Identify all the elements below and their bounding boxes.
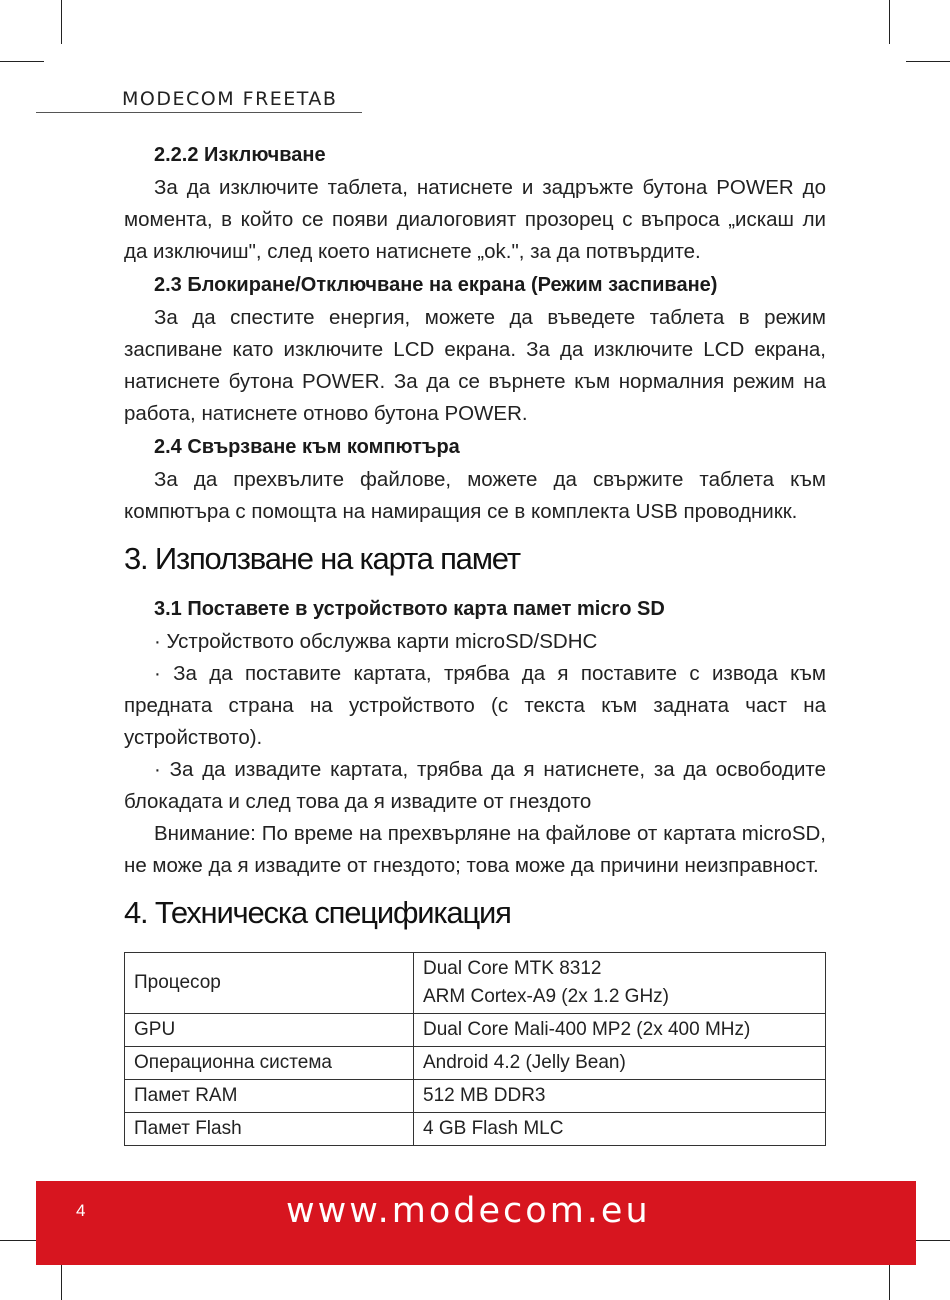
crop-mark xyxy=(906,61,950,62)
paragraph: За да прехвълите файлове, можете да свържите таблета към компютъра с помощта на намиращия се в комплекта USB проводникк. xyxy=(124,468,826,523)
bullet-paragraph: · За да поставите картата, трябва да я поставите с извода към предната страна на устройството (с текста към задната част на устройството). xyxy=(124,662,826,749)
spec-value: 4 GB Flash MLC xyxy=(414,1113,826,1146)
running-header: MODECOM FREETAB xyxy=(122,88,338,110)
footer-band xyxy=(36,1181,916,1265)
page-number: 4 xyxy=(76,1201,86,1220)
table-row xyxy=(125,953,826,1014)
section-heading: 2.3 Блокиране/Отключване на екрана (Режим заспиване) xyxy=(154,274,718,296)
crop-mark xyxy=(0,61,44,62)
spec-value: 512 MB DDR3 xyxy=(414,1080,826,1113)
crop-mark xyxy=(61,0,62,44)
chapter-heading: 3. Използване на карта памет xyxy=(124,541,520,576)
chapter-heading: 4. Техническа спецификация xyxy=(124,895,511,930)
spec-value-line: ARM Cortex-A9 (2x 1.2 GHz) xyxy=(423,986,669,1007)
paragraph: За да изключите таблета, натиснете и задръжте бутона POWER до момента, в който се появи диалоговият прозорец с въпроса „искаш ли да изключиш", след което натиснете „ok.", за да потвърдите. xyxy=(124,176,826,263)
table-row xyxy=(125,1014,826,1047)
crop-mark xyxy=(889,0,890,44)
spec-value: Android 4.2 (Jelly Bean) xyxy=(414,1047,826,1080)
section-heading: 3.1 Поставете в устройството карта памет micro SD xyxy=(154,598,665,620)
bullet-paragraph: · Устройството обслужва карти microSD/SDHC xyxy=(154,630,598,653)
spec-table xyxy=(124,952,826,1146)
section-heading: 2.2.2 Изключване xyxy=(154,144,326,166)
spec-key: Процесор xyxy=(125,953,414,1014)
spec-value xyxy=(414,953,826,1014)
spec-key: Памет RAM xyxy=(125,1080,414,1113)
spec-value-line: Dual Core MTK 8312 xyxy=(423,958,602,979)
section-heading: 2.4 Свързване към компютъра xyxy=(154,436,460,458)
table-row xyxy=(125,1047,826,1080)
page-content xyxy=(124,138,826,1146)
table-row xyxy=(125,1113,826,1146)
paragraph: За да спестите енергия, можете да въведете таблета в режим заспиване като изключите LCD екрана. За да изключите LCD екрана, натиснете бутона POWER. За да се върнете към нормалния режим на работа, натиснете отново бутона POWER. xyxy=(124,306,826,425)
warning-paragraph: Внимание: По време на прехвърляне на файлове от картата microSD, не може да я извадите от гнездото; това може да причини неизправност. xyxy=(124,822,826,877)
table-row xyxy=(125,1080,826,1113)
footer-url[interactable]: www.modecom.eu xyxy=(286,1191,651,1231)
spec-value: Dual Core Mali-400 MP2 (2x 400 MHz) xyxy=(414,1014,826,1047)
bullet-paragraph: · За да извадите картата, трябва да я натиснете, за да освободите блокадата и след това да я извадите от гнездото xyxy=(124,758,826,813)
spec-key: Памет Flash xyxy=(125,1113,414,1146)
spec-key: GPU xyxy=(125,1014,414,1047)
header-rule xyxy=(36,112,362,113)
spec-key: Операционна система xyxy=(125,1047,414,1080)
